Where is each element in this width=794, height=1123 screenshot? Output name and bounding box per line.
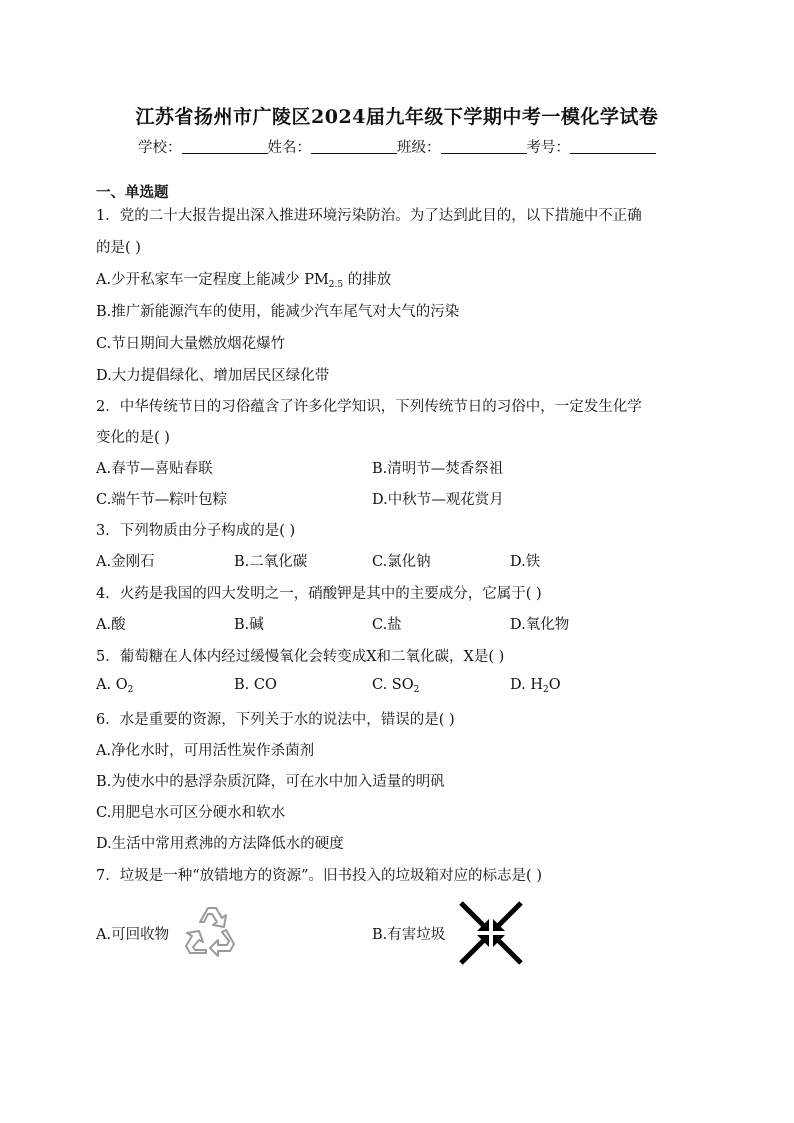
q5-option-a [96,677,133,695]
q2-option-b: B.清明节—焚香祭祖 [372,461,504,477]
q1-a-text-end: 的排放 [343,272,392,288]
recycle-icon [178,898,244,964]
q1-option-d: D.大力提倡绿化、增加居民区绿化带 [96,368,330,384]
q4-option-d: D.氧化物 [510,617,570,633]
q6-option-b: B.为使水中的悬浮杂质沉降，可在水中加入适量的明矾 [96,774,445,790]
q7-option-b: B.有害垃圾 [372,927,446,943]
section-title: 一、单选题 [96,184,169,201]
name-blank[interactable] [311,139,397,154]
q3-option-a: A.金刚石 [96,554,155,570]
q4-option-b: B.碱 [234,617,264,633]
q7-option-a: A.可回收物 [96,927,170,943]
q3-stem: 3．下列物质由分子构成的是( ) [96,523,296,539]
q1-a-text: A.少开私家车一定程度上能减少 PM [96,272,329,288]
q4-option-a: A.酸 [96,617,126,633]
exam-no-blank[interactable] [570,139,656,154]
name-label: 姓名： [267,140,311,156]
q3-option-d: D.铁 [510,554,541,570]
q1-option-a [96,268,391,290]
q4-stem: 4．火药是我国的四大发明之一，硝酸钾是其中的主要成分，它属于( ) [96,586,542,602]
q5-a-subscript: 2 [127,685,134,695]
q5-c-text: C. SO [372,677,414,693]
q4-option-c: C.盐 [372,617,402,633]
q1-a-subscript: 2.5 [328,280,344,290]
q5-c-subscript: 2 [413,685,420,695]
q1-stem-line2: 的是( ) [96,240,141,256]
q5-a-text: A. O [96,677,128,693]
hazardous-waste-icon [458,900,524,966]
q1-option-b: B.推广新能源汽车的使用，能减少汽车尾气对大气的污染 [96,304,460,320]
q3-option-b: B.二氧化碳 [234,554,308,570]
q5-option-c [372,677,419,695]
q5-stem: 5．葡萄糖在人体内经过缓慢氧化会转变成X和二氧化碳，X是( ) [96,649,505,665]
school-blank[interactable] [182,139,268,154]
q1-stem-line1: 1．党的二十大报告提出深入推进环境污染防治。为了达到此目的，以下措施中不正确 [96,208,642,224]
q3-option-c: C.氯化钠 [372,554,431,570]
q1-option-c: C.节日期间大量燃放烟花爆竹 [96,336,286,352]
q6-option-d: D.生活中常用煮沸的方法降低水的硬度 [96,836,344,852]
q5-d-text-end: O [548,677,561,693]
q5-option-b: B. CO [234,677,277,693]
q5-d-text: D. H [510,677,543,693]
q2-option-c: C.端午节—粽叶包粽 [96,492,228,508]
class-label: 班级： [397,140,441,156]
q6-option-c: C.用肥皂水可区分硬水和软水 [96,805,286,821]
q2-stem-line2: 变化的是( ) [96,430,170,446]
q6-stem: 6．水是重要的资源，下列关于水的说法中，错误的是( ) [96,712,455,728]
q6-option-a: A.净化水时，可用活性炭作杀菌剂 [96,743,315,759]
q2-option-a: A.春节—喜贴春联 [96,461,213,477]
q5-option-d [510,677,561,695]
student-info-line [0,136,794,157]
class-blank[interactable] [441,139,527,154]
q2-option-d: D.中秋节—观花赏月 [372,492,504,508]
school-label: 学校： [138,140,182,156]
exam-no-label: 考号： [526,140,570,156]
q7-stem: 7．垃圾是一种“放错地方的资源”。旧书投入的垃圾箱对应的标志是( ) [96,868,542,884]
q2-stem-line1: 2．中华传统节日的习俗蕴含了许多化学知识，下列传统节日的习俗中，一定发生化学 [96,399,642,415]
q5-d-subscript: 2 [542,685,549,695]
exam-title: 江苏省扬州市广陵区2024届九年级下学期中考一模化学试卷 [135,106,659,128]
